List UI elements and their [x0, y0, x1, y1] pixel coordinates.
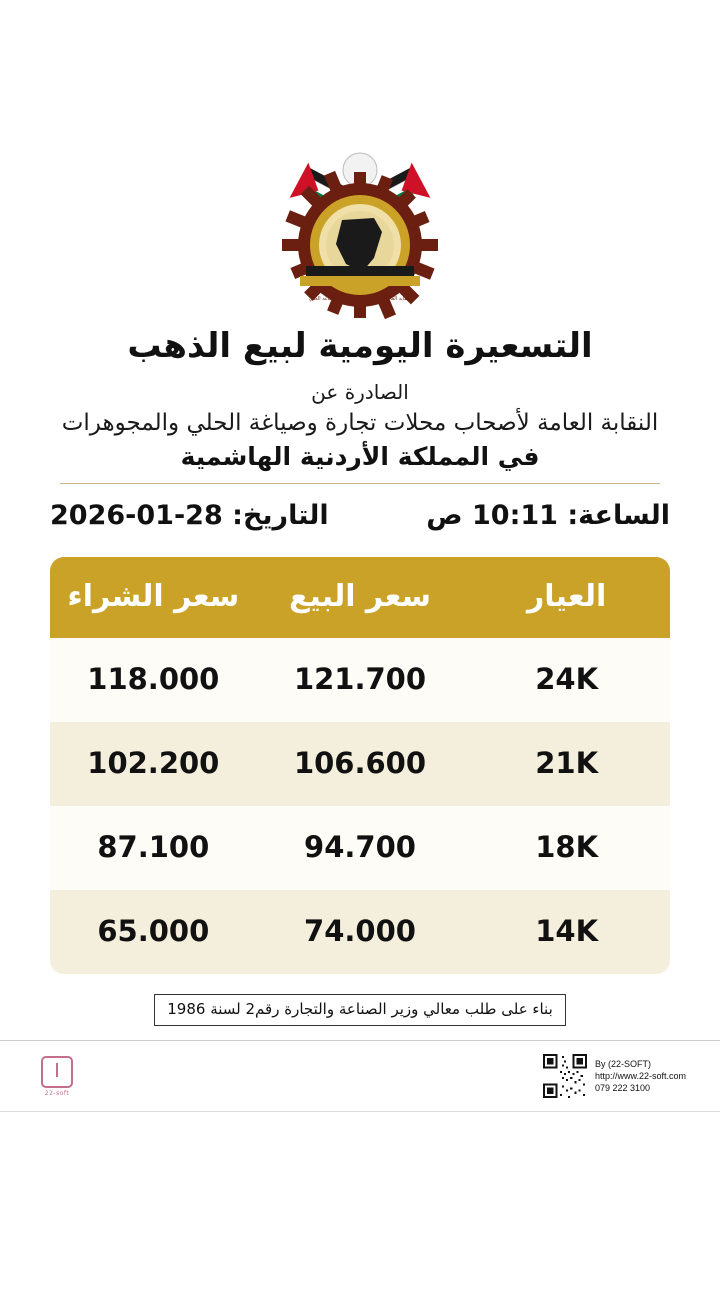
time-value: 10:11 ص [426, 500, 558, 531]
footer [0, 1041, 720, 1111]
date-value: 28-01-2026 [50, 500, 223, 531]
gold-price-table [50, 557, 670, 974]
table-row [50, 890, 670, 974]
date-label: التاريخ: [232, 500, 329, 531]
cell-karat: 21K [535, 746, 599, 780]
issued-by-label: الصادرة عن [311, 380, 409, 404]
date-time-row [50, 500, 670, 531]
header-sell-price: سعر البيع [288, 579, 432, 614]
date-block [50, 500, 329, 531]
table-body [50, 638, 670, 974]
cell-buy-price: 65.000 [97, 914, 210, 948]
footnote: بناء على طلب معالي وزير الصناعة والتجارة رقم2 لسنة 1986 [154, 994, 566, 1026]
cell-sell-price: 94.700 [304, 830, 416, 864]
title-divider [60, 483, 660, 484]
page-title: التسعيرة اليومية لبيع الذهب [127, 326, 593, 366]
time-label: الساعة: [567, 500, 670, 531]
header-buy-price: سعر الشراء [67, 579, 240, 614]
qr-code-icon [543, 1054, 587, 1098]
table-row [50, 806, 670, 890]
cube-icon [41, 1056, 73, 1088]
cell-buy-price: 118.000 [87, 662, 220, 696]
vendor-logo [34, 1056, 80, 1097]
cell-buy-price: 87.100 [97, 830, 210, 864]
authority-line: النقابة العامة لأصحاب محلات تجارة وصياغة الحلي والمجوهرات [61, 410, 659, 436]
cell-sell-price: 121.700 [293, 662, 427, 696]
time-block [426, 500, 670, 531]
cell-sell-price: 106.600 [293, 746, 427, 780]
vendor-url: http://www.22-soft.com [594, 1070, 686, 1081]
vendor-logo-text: 22-soft [44, 1089, 70, 1097]
footer-bottom-rule [0, 1111, 720, 1112]
table-row [50, 722, 670, 806]
cell-sell-price: 74.000 [304, 914, 416, 948]
vendor-phone: 079 222 3100 [594, 1083, 651, 1094]
footer-contact [543, 1054, 686, 1098]
cell-buy-price: 102.200 [87, 746, 220, 780]
vendor-contact-lines [595, 1058, 686, 1094]
table-row [50, 638, 670, 722]
svg-text:النقابة العامة لأصحاب محلات تج: النقابة العامة لأصحاب محلات تجارة وصياغة الحلي [308, 296, 412, 302]
table-header-row [50, 557, 670, 638]
cell-karat: 24K [535, 662, 599, 696]
country-line: في المملكة الأردنية الهاشمية [180, 442, 540, 471]
vendor-by-line: By (22-SOFT) [594, 1058, 651, 1069]
syndicate-emblem [270, 140, 450, 320]
cell-karat: 14K [535, 914, 599, 948]
header-karat: العيار [527, 579, 607, 614]
cell-karat: 18K [535, 830, 599, 864]
